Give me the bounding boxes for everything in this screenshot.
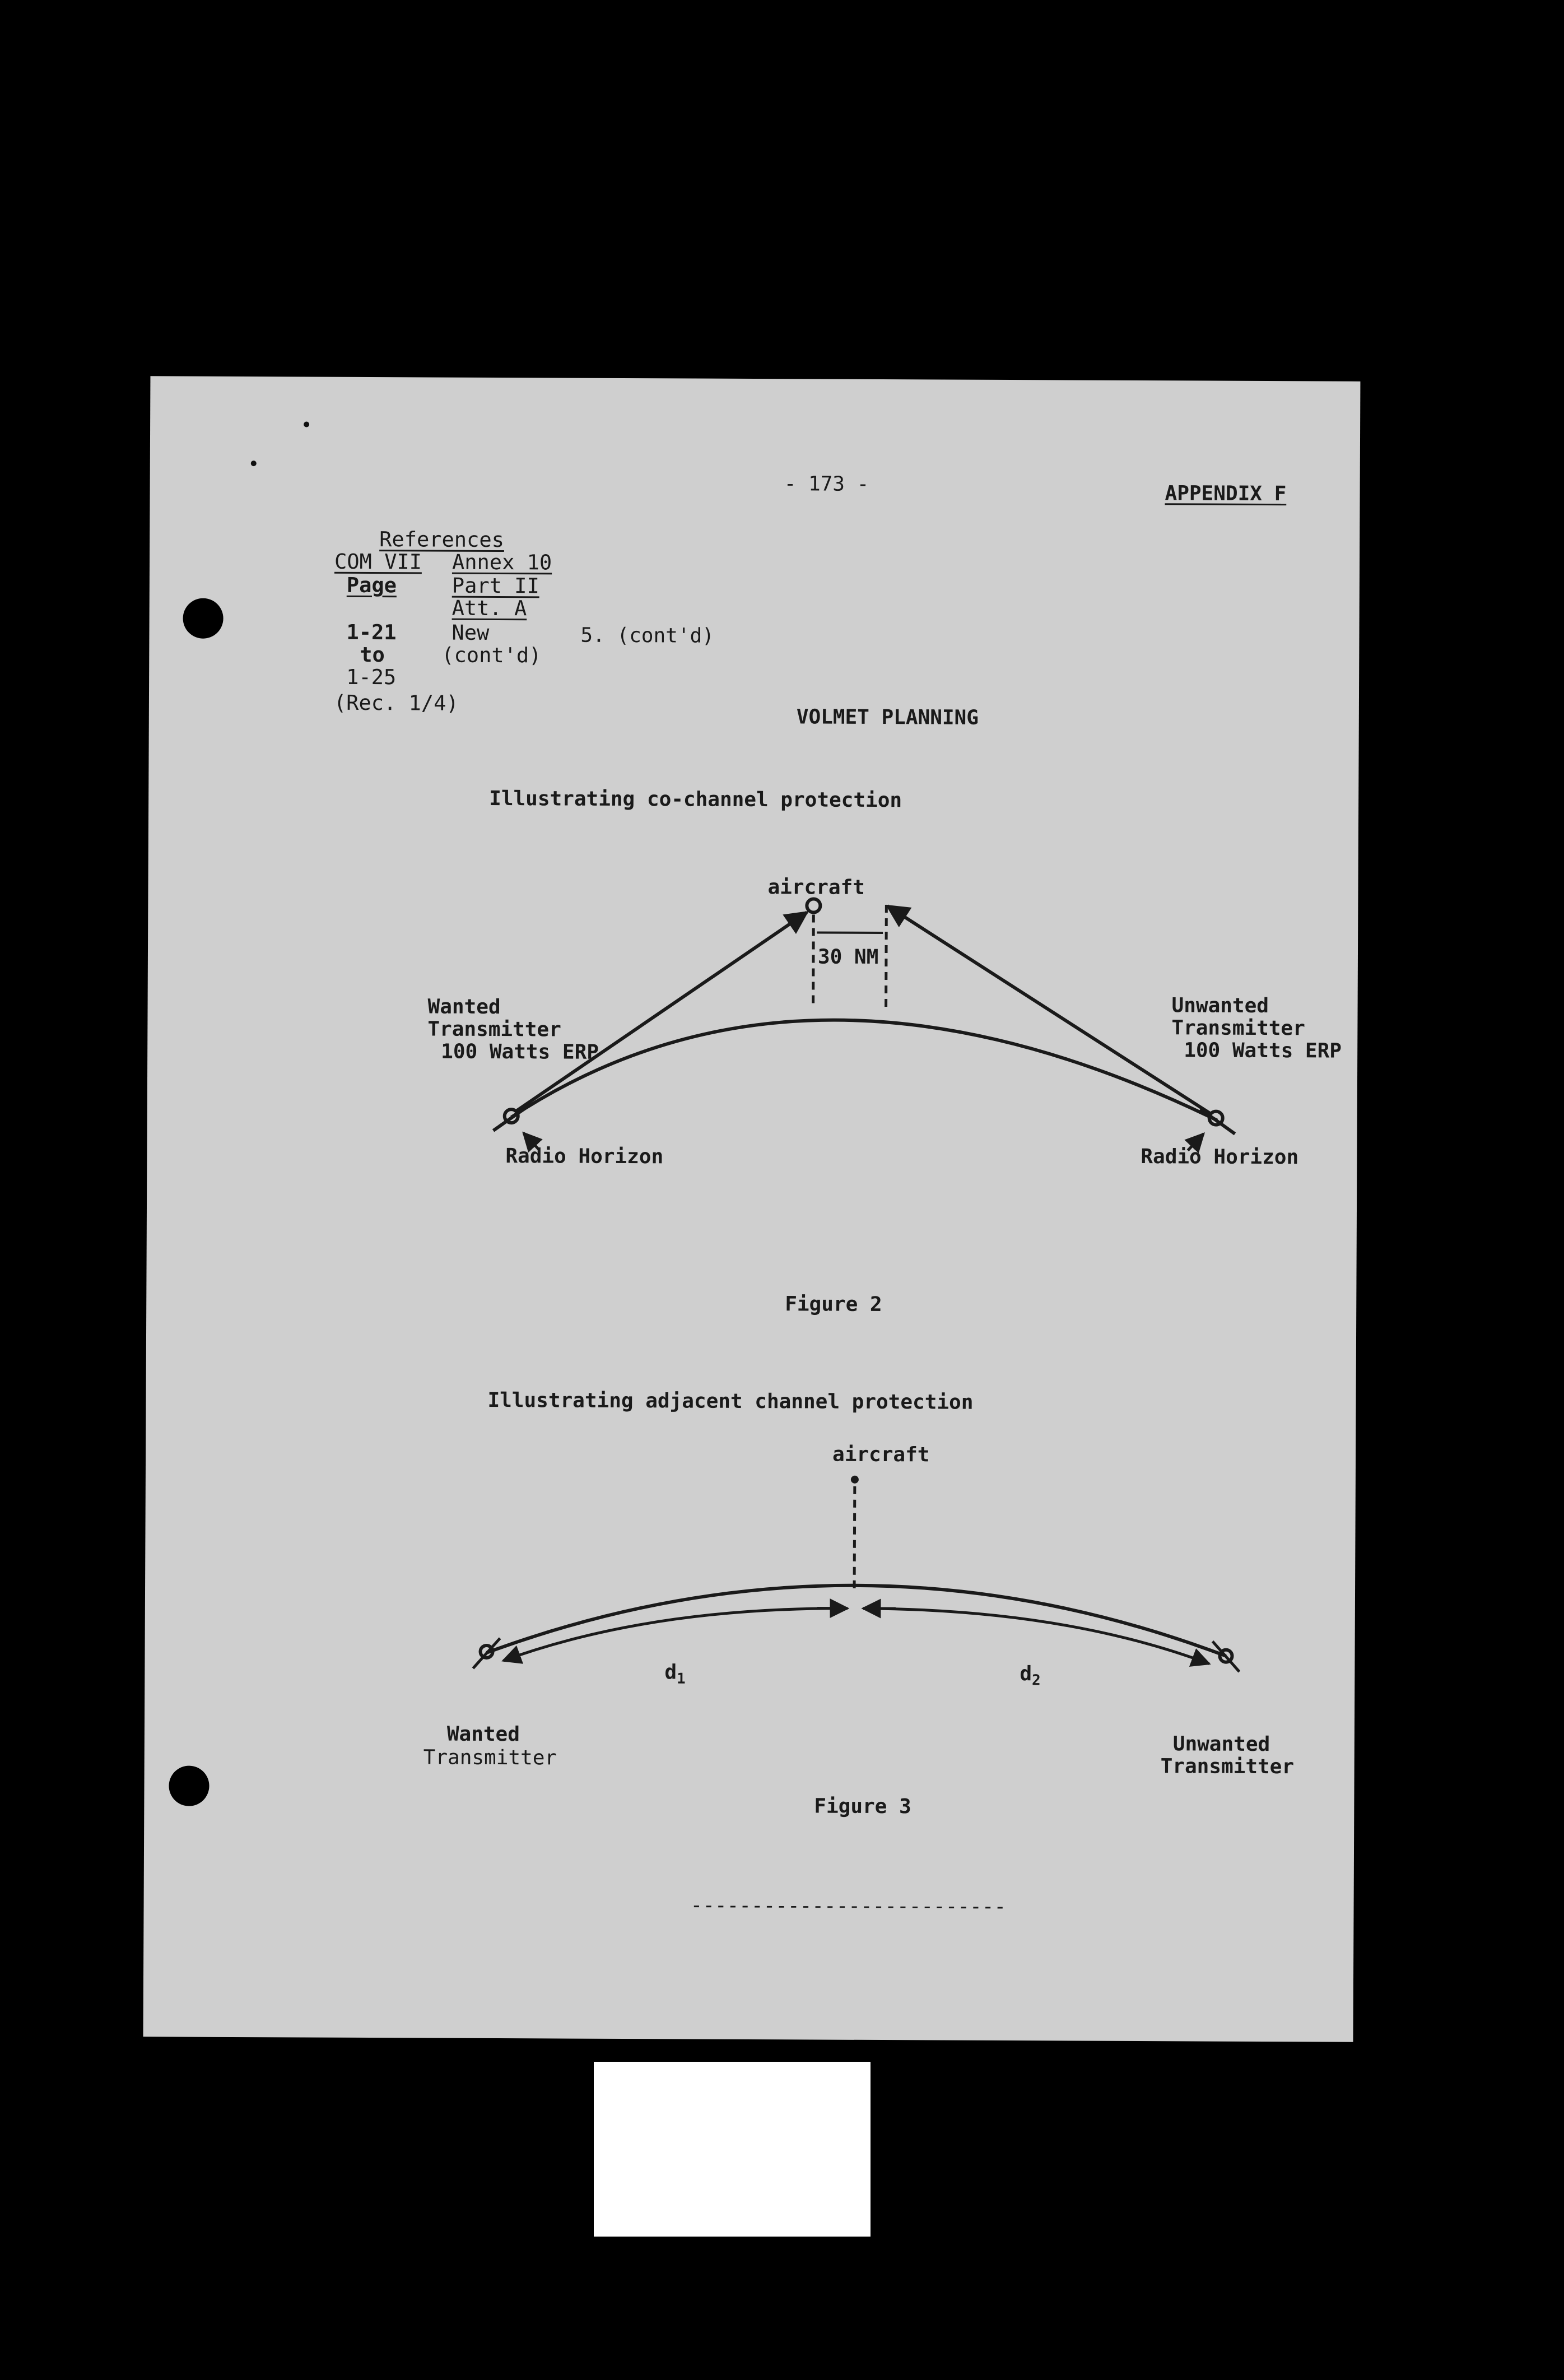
- references-rec: (Rec. 1/4): [333, 690, 459, 715]
- figure2-aircraft-label: aircraft: [767, 876, 865, 899]
- distance-d2-arrow: [863, 1609, 1209, 1664]
- figure2-wanted-line1: Wanted: [427, 995, 501, 1019]
- d1-letter: d: [664, 1661, 677, 1684]
- appendix-label: APPENDIX F: [1165, 482, 1287, 506]
- aircraft-marker: [807, 899, 820, 912]
- section-title: VOLMET PLANNING: [796, 705, 979, 729]
- figure3-caption: Illustrating adjacent channel protection: [487, 1388, 974, 1414]
- references-col2-sub: Part II: [451, 573, 539, 598]
- unwanted-horizon-vertical-dashed: [886, 905, 887, 1009]
- speck: [251, 461, 257, 466]
- figure2-label: Figure 2: [785, 1293, 882, 1317]
- blank-label-card: [594, 2062, 871, 2237]
- references-col1-header: COM VII: [334, 549, 422, 574]
- references-page-end: 1-25: [346, 664, 397, 690]
- figure3-label: Figure 3: [814, 1795, 911, 1819]
- d2-letter: d: [1020, 1662, 1032, 1686]
- figure2-wanted-line3: 100 Watts ERP: [441, 1040, 599, 1064]
- figure2-horizon-left: Radio Horizon: [505, 1145, 664, 1169]
- end-rule: --------------------------: [690, 1894, 1007, 1918]
- unwanted-tick: [1212, 1642, 1239, 1672]
- wanted-tick: [473, 1638, 500, 1668]
- d2-subscript: 2: [1031, 1672, 1041, 1689]
- section-contd: 5. (cont'd): [580, 624, 714, 648]
- figure3-wanted-line2: Transmitter: [423, 1746, 557, 1770]
- references-col2-header: Annex 10: [451, 550, 552, 575]
- figure3-d2-label: [1020, 1663, 1041, 1691]
- d1-subscript: 1: [676, 1670, 686, 1688]
- figure3-unwanted-line2: Transmitter: [1160, 1755, 1295, 1779]
- references-contd: (cont'd): [441, 643, 542, 668]
- unwanted-signal-arrow: [887, 906, 1212, 1114]
- figure3-diagram: [145, 1463, 1356, 1703]
- figure3-unwanted-line1: Unwanted: [1172, 1732, 1270, 1756]
- page-number: - 173 -: [784, 472, 869, 496]
- references-col1-sub: Page: [346, 573, 397, 598]
- figure3-d1-label: [664, 1661, 686, 1690]
- document-page: [143, 376, 1361, 2042]
- figure2-unwanted-line3: 100 Watts ERP: [1184, 1039, 1342, 1063]
- distance-d1-arrow: [503, 1607, 847, 1662]
- references-new: New: [451, 620, 490, 645]
- wanted-signal-arrow: [517, 911, 807, 1112]
- figure2-unwanted-line1: Unwanted: [1171, 994, 1269, 1018]
- figure3-wanted-line1: Wanted: [446, 1722, 520, 1746]
- references-page-to: to: [360, 642, 385, 667]
- references-page-from: 1-21: [346, 620, 397, 645]
- figure2-wanted-line2: Transmitter: [427, 1017, 561, 1042]
- figure3-aircraft-label: aircraft: [832, 1443, 930, 1467]
- punch-hole-top: [183, 598, 223, 639]
- figure2-distance-label: 30 NM: [817, 945, 879, 969]
- references-title: References: [379, 527, 505, 552]
- figure2-horizon-right: Radio Horizon: [1141, 1145, 1299, 1169]
- references-col2-sub2: Att. A: [451, 596, 527, 621]
- earth-curve: [487, 1584, 1227, 1656]
- aircraft-vertical-dashed: [813, 914, 814, 1008]
- figure2-caption: Illustrating co-channel protection: [489, 787, 902, 812]
- punch-hole-bottom: [169, 1765, 209, 1806]
- aircraft-marker: [851, 1476, 859, 1484]
- figure2-unwanted-line2: Transmitter: [1171, 1016, 1305, 1040]
- speck: [304, 421, 309, 427]
- earth-curve: [511, 1019, 1218, 1120]
- aircraft-vertical-dashed: [854, 1486, 855, 1589]
